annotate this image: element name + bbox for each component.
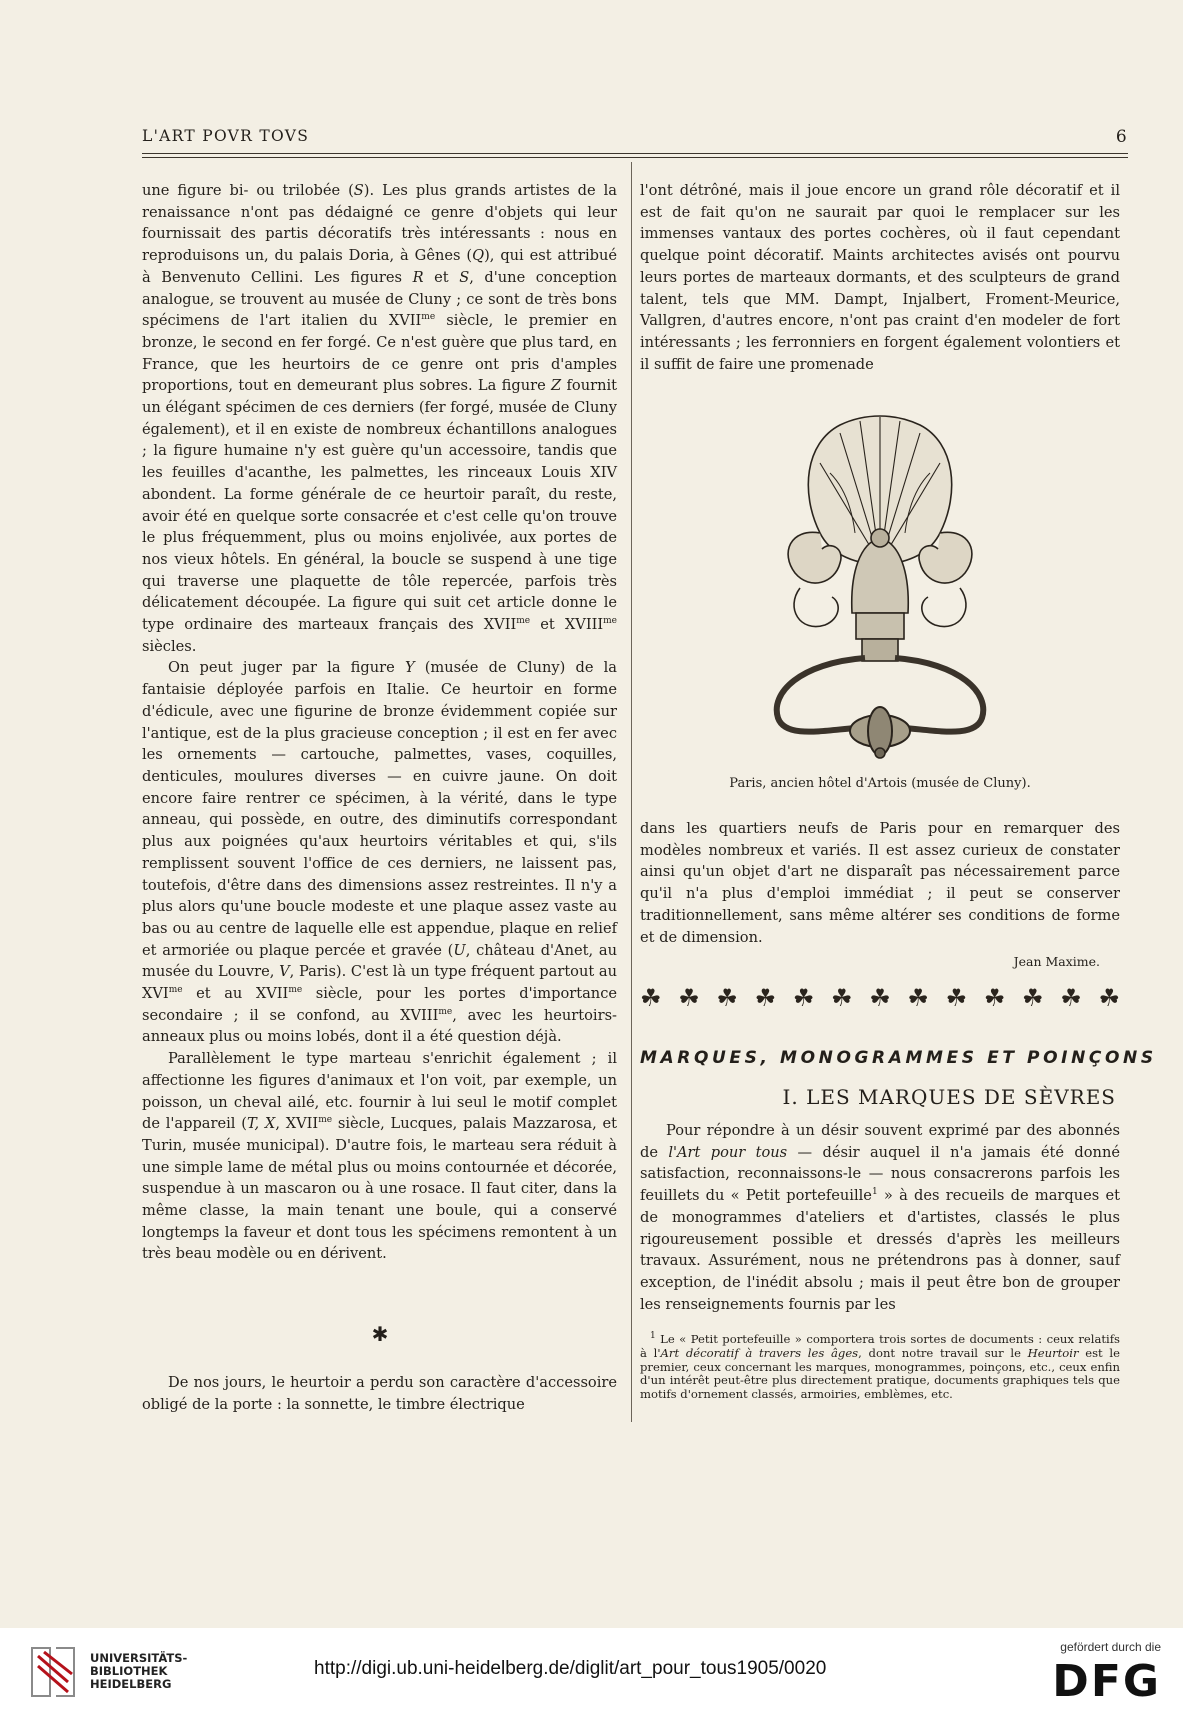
right-paragraph-1: l'ont détrôné, mais il joue encore un grand rôle décoratif et il est de fait qu'on ne saurait par quoi le remplacer sur les immenses vantaux des portes cochères, où il faut cependant quelque point décoratif. Maints architectes avisés ont pourvu leurs portes de marteaux dormants, et des sculpteurs de grand talent, tels que MM. Dampt, Injalbert, Froment-Meurice, Vallgren, d'autres encore, n'ont pas craint d'en modeler de fort intéressants ; les ferronniers en forgent également volontiers et il suffit de faire une promenade (640, 182, 1120, 373)
author-signature: Jean Maxime. (1013, 954, 1100, 969)
clover-ornament-icon: ☘ (945, 984, 968, 1012)
left-paragraph-4: De nos jours, le heurtoir a perdu son caractère d'accessoire obligé de la porte : la sonnette, le timbre électrique (142, 1374, 617, 1413)
clover-ornament-icon: ☘ (1098, 984, 1120, 1012)
clover-ornament-icon: ☘ (716, 984, 738, 1012)
left-paragraph-1: une figure bi- ou trilobée (S). Les plus grands artistes de la renaissance n'ont pas dédaigné ce genre d'objets qui leur fournissait des partis décoratifs très intéressants : nous en reproduisons un, du palais Doria, à Gênes (Q), qui est attribué à Benvenuto Cellini. Les figures R et S, d'une conception analogue, se trouvent au musée de Cluny ; ce sont de très bons spécimens de l'art italien du $XVII^{me}$ siècle, le premier en bronze, le second en fer forgé. Ce n'est guère que plus tard, en France, que les heurtoirs de ce genre ont pris d'amples proportions, tout en demeurant plus sobres. La figure Z fournit un élégant spécimen de ces derniers (fer forgé, musée de Cluny également), et il en existe de nombreux échantillons analogues ; la figure humaine n'y est guère qu'un accessoire, tandis que les feuilles d'acanthe, les palmettes, les rinceaux Louis XIV abondent. La forme générale de ce heurtoir paraît, du reste, avoir été en quelque sorte consacrée et c'est celle qu'on trouve le plus fréquemment, plus ou moins enjolivée, aux portes de nos vieux hôtels. En général, la boucle se suspend à une tige qui traverse une plaquette de tôle repercée, parfois très délicatement découpée. La figure qui suit cet article donne le type ordinaire des marteaux français des $XVII^{me}$ et $XVIII^{me}$ siècles. (142, 182, 618, 655)
dfg-logo: DFG (1052, 1656, 1161, 1707)
clover-ornament-icon: ☘ (1060, 984, 1082, 1012)
left-column (142, 180, 617, 1265)
right-column-bottom (640, 1120, 1120, 1315)
left-paragraph-3: Parallèlement le type marteau s'enrichit également ; il affectionne les figures d'animaux et l'on voit, par exemple, un poisson, un cheval ailé, etc. fournir à lui seul le motif complet de l'appareil (T, X, $XVII^{me}$ siècle, Lucques, palais Mazzarosa, et Turin, musée municipal). D'autre fois, le marteau sera réduit à une simple lame de métal plus ou moins contournée et décorée, suspendue à un mascaron ou à une rosace. Il faut citer, dans la même classe, la main tenant une boule, qui a conservé longtemps la faveur et dont tous les spécimens remontent à un très beau modèle ou en dérivent. (142, 1050, 617, 1263)
clover-ornament-icon: ☘ (907, 984, 929, 1012)
clover-ornament-icon: ☘ (754, 984, 777, 1012)
column-divider (631, 162, 632, 1422)
door-knocker-illustration (760, 413, 1000, 763)
header-rule-top (142, 153, 1128, 154)
asterism-ornament: ✱ (371, 1322, 389, 1346)
left-paragraph-2: On peut juger par la figure Y (musée de Cluny) de la fantaisie déployée parfois en Italie. Ce heurtoir en forme d'édicule, avec une figurine de bronze évidemment copiée sur l'antique, est de la plus gracieuse conception ; il est en fer avec les ornements — cartouche, palmettes, vases, coquilles, denticules, moulures diverses — en cuivre jaune. On doit encore faire rentrer ce spécimen, à la vérité, dans le type anneau, qui possède, en outre, des diminutifs correspondant plus aux poignées qu'aux heurtoirs véritables et qui, s'ils remplissent souvent l'office de ces derniers, ne laissent pas, toutefois, d'être dans des dimensions assez restreintes. Il n'y a plus alors qu'une boucle modeste et une plaque assez vaste au bas ou au centre de laquelle elle est appendue, plaque en relief et armoriée ou plaque percée et gravée (U, château d'Anet, au musée du Louvre, V, Paris). C'est là un type fréquent partout au $XVI^{me}$ et au $XVII^{me}$ siècle, pour les portes d'importance secondaire ; il se confond, au $XVIII^{me}$, avec les heurtoirs-anneaux plus ou moins lobés, dont il a été question déjà. (142, 659, 618, 1046)
section-title: MARQUES, MONOGRAMMES ET POINÇONS (640, 1048, 1157, 1068)
funding-note: gefördert durch die (1060, 1640, 1161, 1654)
knocker-engraving (760, 413, 1000, 763)
source-url[interactable]: http://digi.ub.uni-heidelberg.de/diglit/art_pour_tous1905/0020 (314, 1658, 827, 1679)
clover-ornament-icon: ☘ (1022, 984, 1044, 1012)
clover-ornament-icon: ☘ (678, 984, 700, 1012)
ornament-divider (640, 985, 1120, 1011)
university-library-name: UNIVERSITÄTS- BIBLIOTHEK HEIDELBERG (90, 1651, 188, 1691)
footnote-marker: 1 (650, 1331, 656, 1342)
clover-ornament-icon: ☘ (983, 984, 1006, 1012)
right-column-middle (640, 818, 1120, 948)
running-head (142, 127, 1128, 149)
clover-ornament-icon: ☘ (831, 984, 853, 1012)
subsection-title: I. LES MARQUES DE SÈVRES (782, 1085, 1116, 1109)
right-paragraph-2: dans les quartiers neufs de Paris pour en remarquer des modèles nombreux et variés. Il est assez curieux de constater ainsi qu'un objet d'art ne disparaît pas nécessairement parce qu'il n'a plus d'emploi immédiat ; il peut se conserver traditionnellement, sans même altérer ses conditions de forme et de dimension. (640, 820, 1120, 946)
journal-title: L'ART POVR TOVS (142, 127, 310, 145)
page-number: 6 (1115, 127, 1128, 147)
right-paragraph-3: Pour répondre à un désir souvent exprimé par des abonnés de l'Art pour tous — désir auquel il n'a jamais été donné satisfaction, reconnaissons-le — nous consacrerons parfois les feuillets du « Petit portefeuille$^1$ » à des recueils de marques et de monogrammes d'ateliers et d'artistes, classés le plus rigoureusement possible et dressés d'après les meilleurs travaux. Assurément, nous ne prétendrons pas à donner, sauf exception, de l'inédit absolu ; mais il peut être bon de grouper les renseignements fournis par les (640, 1122, 1120, 1313)
clover-ornament-icon: ☘ (640, 984, 662, 1012)
university-library-logo-icon (28, 1644, 78, 1700)
figure-caption: Paris, ancien hôtel d'Artois (musée de Cluny). (729, 776, 1031, 791)
footnote: $^1$ Le « Petit portefeuille » comportera trois sortes de documents : ceux relatifs à l'Art décoratif à travers les âges, dont notre travail sur le Heurtoir est le premier, ceux concernant les marques, monogrammes, poinçons, etc., ceux enfin d'un intérêt peut-être plus directement pratique, documents graphiques tels que motifs d'ornement classés, armoiries, emblèmes, etc. (640, 1331, 1120, 1402)
left-column-bottom (142, 1372, 617, 1415)
header-rule-bottom (142, 157, 1128, 158)
right-column-top (640, 180, 1120, 375)
clover-ornament-icon: ☘ (869, 984, 891, 1012)
clover-ornament-icon: ☘ (792, 984, 815, 1012)
